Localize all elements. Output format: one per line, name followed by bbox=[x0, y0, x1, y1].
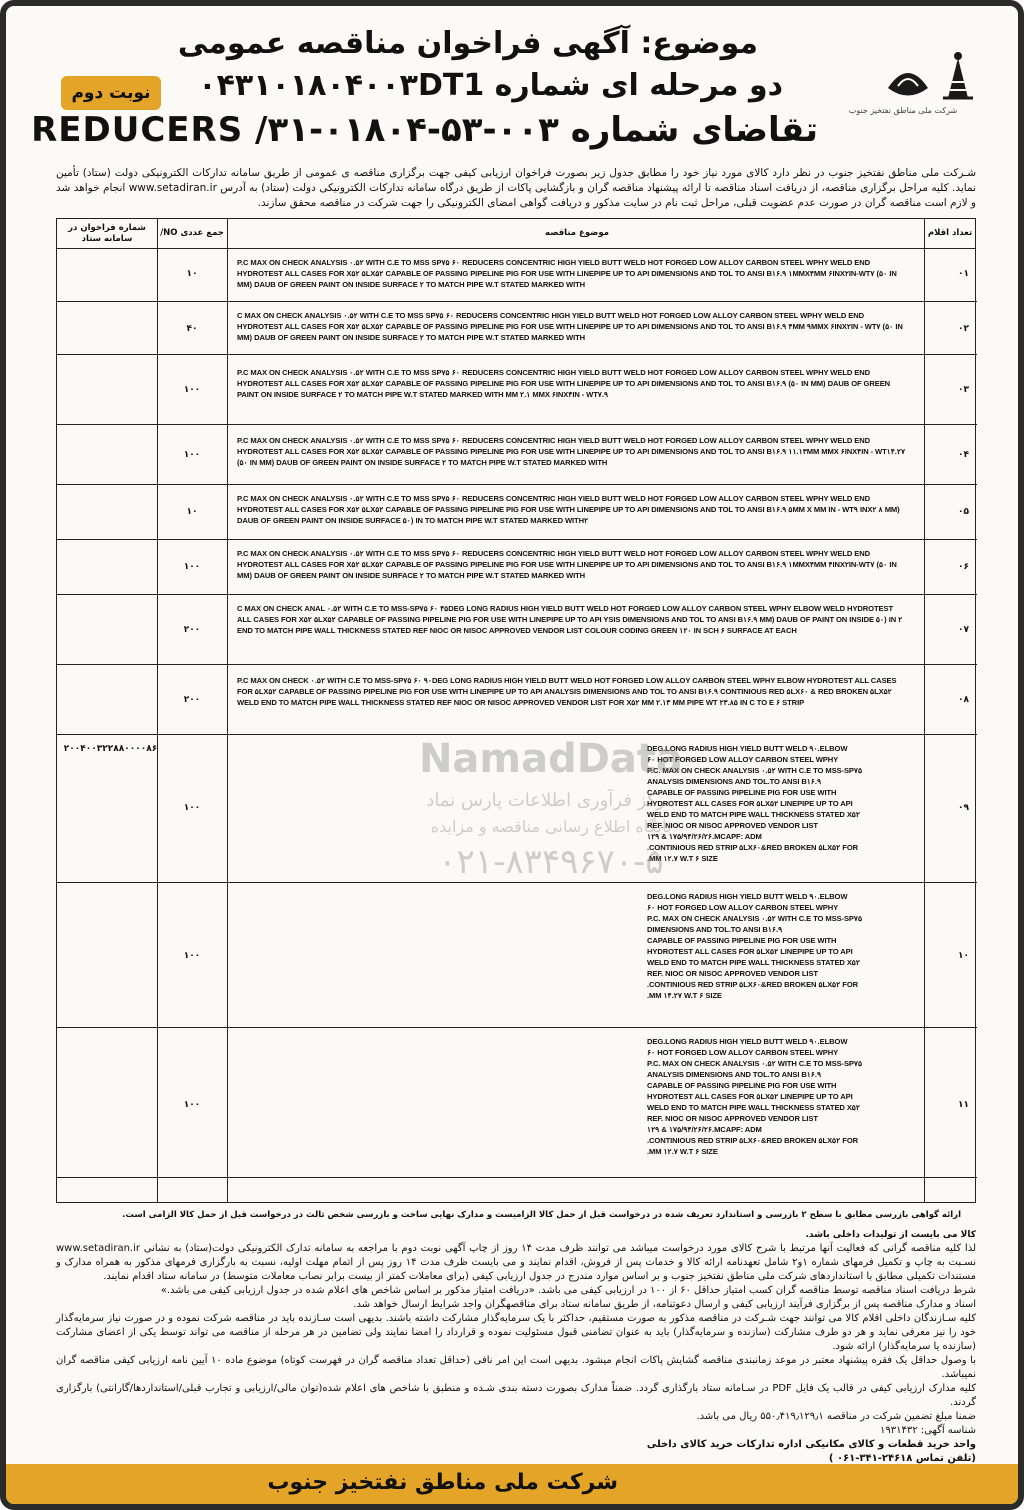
table-row bbox=[57, 883, 977, 1028]
row-description: P.C MAX ON CHECK ANALYSIS ۰.۵۲ WITH C.E TO MSS SP۷۵ ۶۰ REDUCERS CONCENTRIC HIGH YIELD BUTT WELD HOT FORGED LOW ALLOY CARBON STEEL WPHY WELD END HYDROTEST ALL CASES FOR X۵۲ ۵LX۵۲ CAPABLE OF PASSING PIPELINE PIG FOR USE WITH LINEPIPE UP TO API DIMENSIONS AND TOL TO ANSI B۱۶.۹ (۵۰ IN MM) DAUB OF GREEN PAINT ON INSIDE SURFACE ۲ TO MATCH PIPE W.T STATED MARKED WITH MM ۲.۱ MMX ۶INX۴IN - WT۷.۹ bbox=[237, 368, 891, 399]
table-row bbox=[57, 1028, 977, 1178]
row-number: ۰۱ bbox=[958, 269, 969, 279]
watermark-line2: پایگاه اطلاع رسانی مناقصه و مزایده bbox=[430, 817, 672, 836]
intro-paragraph: شـرکت ملی مناطق نفتخیز جنوب در نظر دارد کالای مورد نیاز خود را مطابق جدول زیر بصورت فراخوان ارزیابی کیفی جهت برگزاری مناقصه ی عمومی از طریق سامانه تدارکات الکترونیکی دولت (ستاد) تأمین نماید. کلیه مراحل برگزاری مناقصه، از دریافت اسناد مناقصه تا ارائه پیشنهاد مناقصه گران و بازگشایی پاکات از طریق درگاه سامانه تدارکات الکترونیکی دولت (ستاد) به آدرس www.setadiran.ir انجام خواهد شد و لازم است مناقصه گران در صورت عدم عضویت قبلی، مراحل ثبت نام در سایت مذکور و دریافت گواهی امضای الکترونیکی را جهت شرکت در مناقصه محقق سازند. bbox=[56, 167, 976, 209]
paragraph-5: با وصول حداقل یک فقره پیشنهاد معتبر در موعد زمانبندی مناقصه گشایش پاکات انجام میشود. بدیهی است این امر نافی (حداقل تعداد مناقصه گران در فهرست کوتاه) موضوع ماده ۱۰ آیین نامه ارزیابی کیفی مناقصه گران نمیباشد. bbox=[56, 1355, 976, 1380]
title-line-2: دو مرحله ای شماره ۰۴۳۱۰۱۸۰۴۰۰۳DT1 bbox=[198, 68, 783, 103]
row-qty: ۱۰۰ bbox=[183, 1100, 201, 1110]
notice-id: شناسه آگهی: ۱۹۳۱۴۳۲ bbox=[879, 1425, 976, 1436]
watermark-line1: مرکز فرآوری اطلاعات پارس نماد bbox=[426, 790, 676, 811]
row-qty: ۱۰۰ bbox=[183, 951, 201, 961]
row-qty: ۴۰ bbox=[186, 324, 198, 334]
row-description: C MAX ON CHECK ANAL ۰.۵۲ WITH C.E TO MSS-SP۷۵ ۶۰ ۴۵DEG LONG RADIUS HIGH YIELD BUTT WELD HOT FORGED LOW ALLOY CARBON STEEL WPHY ELBOW WELD HYDROTEST ALL CASES FOR X۵۲ ۵LX۵۲ CAPABLE OF PASSING PIPELINE PIG FOR USE WITH LINEPIPE UP TO API YSIS DIMENSIONS AND TOL TO ANSI B۱۶.۹ MM) DAUB OF PAINT ON INSIDE ۵۰) IN ۲ END TO MATCH PIPE WALL THICKNESS STATED REF NIOC OR NISOC APPROVED VENDOR LIST COLOUR CODING GREEN ۱۲۰ IN SCH ۶ SURFACE AT EACH bbox=[237, 604, 903, 635]
row-number: ۰۸ bbox=[958, 695, 969, 705]
paragraph-1: لذا کلیه مناقصه گرانی که فعالیت آنها مرتبط با شرح کالای مورد درخواست میباشد می توانند ظرف مدت ۱۴ روز از چاپ آگهی نوبت دوم با مراجعه به سامانه تدارک الکترونیکی دولت(ستاد) به نشانی www.setadiran.ir نسـبت به چاپ و تکمیل فرمهای شماره ۱و۲ شامل تعهدنامه ارائه کالا و خدمات پس از فروش، اقدام نمایند و می بایست ظرف مدت ۱۴ روز پس از اتمام مهلت اولیه، نسبت به بارگزاری فرمهای مذکور به همراه مدارک و مستندات تکمیلی مطابق با استانداردهای شرکت ملی مناطق نفتخیز جنوب و بر اساس موارد مندرج در جدول ارزیابی کیفی (برای معاملات کمتر از بیست برابر نصاب معاملات متوسط) در سامانه ستاد اقدام نمایند. bbox=[56, 1243, 976, 1282]
row-description: P.C MAX ON CHECK ANALYSIS ۰.۵۲ WITH C.E TO MSS SP۷۵ ۶۰ REDUCERS CONCENTRIC HIGH YIELD BUTT WELD HOT FORGED LOW ALLOY CARBON STEEL WPHY WELD END HYDROTEST ALL CASES FOR X۵۲ ۵LX۵۲ CAPABLE OF PASSING PIPELINE PIG FOR USE WITH LINEPIPE UP TO API DIMENSIONS AND TOL TO ANSI B۱۶.۹ ۱MMX۴MM ۶INX۲IN-WT۷ (۵۰ IN MM) DAUB OF GREEN PAINT ON INSIDE SURFACE ۲ TO MATCH PIPE W.T STATED MARKED WITH bbox=[237, 258, 897, 289]
row-number: ۰۳ bbox=[958, 385, 969, 395]
row-qty: ۱۰۰ bbox=[183, 450, 201, 460]
table-row bbox=[57, 735, 977, 883]
footer-company: شرکت ملی مناطق نفتخیز جنوب bbox=[267, 1470, 618, 1495]
table-row bbox=[57, 355, 977, 425]
domestic-note: کالا می بایست از تولیدات داخلی باشد. bbox=[805, 1230, 976, 1240]
table-row bbox=[57, 540, 977, 595]
table-row bbox=[57, 485, 977, 540]
table-note-inspection: ارائه گواهی بازرسی مطابق با سطح ۲ بازرسی و استاندارد تعریف شده در درخواست قبل از حمل کالا الزامیست و مدارک نهایی ساخت و بازرسی شخص ثالث در درخواست قبل از حمل کالا الزامی است. bbox=[122, 1210, 961, 1220]
header-ref: شماره فراخوان در سامانه ستاد bbox=[57, 219, 157, 249]
watermark-brand: NamadData bbox=[418, 736, 684, 782]
ref-number: ۲۰۰۴۰۰۳۲۲۸۸۰۰۰۰۸۶ bbox=[63, 744, 158, 754]
header-subject: موضوع مناقصه bbox=[227, 219, 927, 249]
body-text bbox=[56, 1228, 976, 1466]
guarantee-amount: ضمنا مبلغ تضمین شرکت در مناقصه ۵۵۰٫۴۱۹٫۱۲۹٫۱ ریال می باشد. bbox=[696, 1411, 976, 1422]
issuing-unit: واحد خرید قطعات و کالای مکانیکی اداره تدارکات خرید کالای داخلی bbox=[646, 1439, 976, 1450]
row-number: ۱۰ bbox=[958, 951, 969, 961]
row-number: ۰۹ bbox=[958, 803, 969, 813]
header bbox=[6, 6, 1018, 166]
row-description: C MAX ON CHECK ANALYSIS ۰.۵۲ WITH C.E TO MSS SP۷۵ ۶۰ REDUCERS CONCENTRIC HIGH YIELD BUTT WELD HOT FORGED LOW ALLOY CARBON STEEL WPHY WELD END HYDROTEST ALL CASES FOR X۵۲ ۵LX۵۲ CAPABLE OF PASSING PIPELINE PIG FOR USE WITH LINEPIPE UP TO API DIMENSIONS AND TOL TO ANSI B۱۶.۹ ۴MM ۹MMX ۶INX۲IN - WT۷ (۵۰ IN MM) DAUB OF GREEN PAINT ON INSIDE SURFACE ۲ TO MATCH PIPE W.T STATED MARKED WITH bbox=[237, 311, 903, 342]
footer-bar bbox=[6, 1464, 1018, 1504]
row-number: ۰۵ bbox=[958, 507, 969, 517]
table-row bbox=[57, 595, 977, 665]
row-description: P.C MAX ON CHECK ANALYSIS ۰.۵۲ WITH C.E TO MSS SP۷۵ ۶۰ REDUCERS CONCENTRIC HIGH YIELD BUTT WELD HOT FORGED LOW ALLOY CARBON STEEL WPHY WELD END HYDROTEST ALL CASES FOR X۵۲ ۵LX۵۲ CAPABLE OF PASSING PIPELINE PIG FOR USE WITH LINEPIPE UP TO API DIMENSIONS AND TOL TO ANSI B۱۶.۹ ۱۱.۱۳MM MMX ۶INX۴IN - WT۱۴.۲۷ (۵۰ IN MM) DAUB OF GREEN PAINT ON INSIDE SURFACE ۲ TO MATCH PIPE W.T STATED MARKED WITH bbox=[237, 436, 906, 467]
table-row bbox=[57, 665, 977, 735]
row-qty: ۱۰ bbox=[186, 269, 198, 279]
row-qty: ۱۰۰ bbox=[183, 562, 201, 572]
row-qty: ۱۰۰ bbox=[183, 385, 201, 395]
row-qty: ۱۰۰ bbox=[183, 803, 201, 813]
title-line-1: موضوع: آگهی فراخوان مناقصه عمومی bbox=[177, 26, 758, 61]
logo-caption: شرکت ملی مناطق نفتخیز جنوب bbox=[848, 106, 958, 115]
paragraph-4: کلیه سـازندگان داخلی اقلام کالا می توانند جهت شـرکت در مناقصه مذکور به صورت مستقیم، حداکثر با یک سرمایه‌گذار مشارکت داشته باشند. بدیهی است سـازنده باید در مناقصه شرکت نموده و در صورت نیاز سرمایه‌گذار خود را نیز معرفی نماید و هر دو طرف مشارکت (سازنده و سرمایه‌گذار) باید به عنوان تضامنی قبول مسئولیت نموده و قرارداد را امضا نمایند ولی تضامین در هر مرحله از مناقصه می تواند توسط یکی از اعضای مشارکت (سازنده یا سرمایه‌گذار) ارائه شود. bbox=[56, 1313, 976, 1352]
row-description: DEG.LONG RADIUS HIGH YIELD BUTT WELD ۹۰.ELBOW ۶۰ HOT FORGED LOW ALLOY CARBON STEEL WPHY P.C. MAX ON CHECK ANALYSIS ۰.۵۲ WITH C.E TO MSS-SP۷۵ DIMENSIONS AND TOL.TO ANSI B۱۶.۹ CAPABLE OF PASSING PIPELINE PIG FOR USE WITH HYDROTEST ALL CASES FOR ۵LX۵۲ LINEPIPE UP TO API WELD END TO MATCH PIPE WALL THICKNESS STATED X۵۲ REF. NIOC OR NISOC APPROVED VENDOR LIST .CONTINIOUS RED STRIP ۵LX۶۰&RED BROKEN ۵LX۵۲ FOR .MM ۱۴.۲۷ W.T ۶ SIZE bbox=[647, 892, 863, 1000]
items-table bbox=[56, 218, 976, 1203]
row-number: ۰۷ bbox=[958, 625, 969, 635]
header-item-no: تعداد اقلام bbox=[925, 219, 975, 249]
turn-badge: نوبت دوم bbox=[61, 76, 161, 110]
row-description: P.C MAX ON CHECK ANALYSIS ۰.۵۲ WITH C.E TO MSS SP۷۵ ۶۰ REDUCERS CONCENTRIC HIGH YIELD BUTT WELD HOT FORGED LOW ALLOY CARBON STEEL WPHY WELD END HYDROTEST ALL CASES FOR X۵۲ ۵LX۵۲ CAPABLE OF PASSING PIPELINE PIG FOR USE WITH LINEPIPE UP TO API DIMENSIONS AND TOL TO ANSI B۱۶.۹ ۵MM X MM IN - WT۹ INX۲ ۸ MM) DAUB OF GREEN PAINT ON INSIDE SURFACE ۵۰) IN TO MATCH PIPE W.T STATED MARKED WITH۲ bbox=[237, 494, 900, 525]
title-line-3: تقاضای شماره ۰۰۳-۵۳-۰۱۸۰۴-۳۱/ REDUCERS bbox=[31, 110, 818, 150]
watermark-phone: ۰۲۱-۸۳۴۹۶۷۰-۵ bbox=[438, 842, 664, 882]
row-qty: ۲۰۰ bbox=[183, 625, 201, 635]
row-qty: ۱۰ bbox=[186, 507, 198, 517]
row-description: DEG.LONG RADIUS HIGH YIELD BUTT WELD ۹۰.ELBOW ۶۰ HOT FORGED LOW ALLOY CARBON STEEL WPHY P.C. MAX ON CHECK ANALYSIS ۰.۵۲ WITH C.E TO MSS-SP۷۵ ANALYSIS DIMENSIONS AND TOL.TO ANSI B۱۶.۹ CAPABLE OF PASSING PIPELINE PIG FOR USE WITH HYDROTEST ALL CASES FOR ۵LX۵۲ LINEPIPE UP TO API WELD END TO MATCH PIPE WALL THICKNESS STATED X۵۲ REF. NIOC OR NISOC APPROVED VENDOR LIST ۱۲۹ & ۱۷۵/۹۴/۲۶/۲۶.MCAPF: ADM .CONTINIOUS RED STRIP ۵LX۶۰&RED BROKEN ۵LX۵۲ FOR .MM ۱۲.۷ W.T ۶ SIZE bbox=[647, 1037, 863, 1156]
contact-phone: (تلفن تماس ۲۴۶۱۸-۳۴۱-۰۶۱ ) bbox=[828, 1453, 976, 1464]
row-number: ۰۴ bbox=[958, 450, 969, 460]
table-row bbox=[57, 302, 977, 355]
table-row bbox=[57, 425, 977, 485]
row-number: ۱۱ bbox=[958, 1100, 969, 1110]
paragraph-6: کلیه مدارک ارزیابی کیفی در قالب یک فایل PDF در سـامانه ستاد بارگذاری گردد. ضمناً مدارک بصورت دسته بندی شـده و منطبق با شاخص های اعلام شده(توان مالی/ارزیابی و تجارب قبلی/استانداردها/گارانتی) بارگزاری گردند. bbox=[56, 1383, 976, 1408]
paragraph-2: شرط دریافت اسناد مناقصه توسط مناقصه گران کسب امتیاز حداقل ۶۰ از ۱۰۰ در ارزیابی کیفی می باشد. «دریافت امتیاز مذکور بر اساس شاخص های اعلام شده در جدول ارزیابی کیفی می باشد.» bbox=[160, 1285, 976, 1296]
header-qty: جمع عددی NO/ bbox=[157, 219, 227, 249]
row-description: P.C MAX ON CHECK ۰.۵۲ WITH C.E TO MSS-SP۷۵ ۶۰ ۹۰DEG LONG RADIUS HIGH YIELD BUTT WELD HOT FORGED LOW ALLOY CARBON STEEL WPHY ELBOW HYDROTEST ALL CASES FOR ۵LX۵۲ CAPABLE OF PASSING PIPELINE PIG FOR USE WITH LINEPIPE UP TO API ANALYSIS DIMENSIONS AND TOL TO ANSI B۱۶.۹ CONTINIOUS RED ۵LX۶۰ & RED BROKEN ۵LX۵۲ WELD END TO MATCH PIPE WALL THICKNESS STATED REF NIOC OR NISOC APPROVED VENDOR LIST FOR X۵۲ MM ۲.۱۳ MM PIPE WT ۲۳.۸۵ IN C TO E ۶ STRIP bbox=[237, 676, 897, 707]
row-qty: ۲۰۰ bbox=[183, 695, 201, 705]
row-description: DEG.LONG RADIUS HIGH YIELD BUTT WELD ۹۰.ELBOW ۶۰ HOT FORGED LOW ALLOY CARBON STEEL WPHY P.C. MAX ON CHECK ANALYSIS ۰.۵۲ WITH C.E TO MSS-SP۷۵ ANALYSIS DIMENSIONS AND TOL.TO ANSI B۱۶.۹ CAPABLE OF PASSING PIPELINE PIG FOR USE WITH HYDROTEST ALL CASES FOR ۵LX۵۲ LINEPIPE UP TO API WELD END TO MATCH PIPE WALL THICKNESS STATED X۵۲ REF. NIOC OR NISOC APPROVED VENDOR LIST ۱۲۹ & ۱۷۵/۹۴/۲۶/۲۶.MCAPF: ADM .CONTINIOUS RED STRIP ۵LX۶۰&RED BROKEN ۵LX۵۲ FOR .MM ۱۲.۷ W.T ۶ SIZE bbox=[647, 744, 863, 863]
row-description: P.C MAX ON CHECK ANALYSIS ۰.۵۲ WITH C.E TO MSS SP۷۵ ۶۰ REDUCERS CONCENTRIC HIGH YIELD BUTT WELD HOT FORGED LOW ALLOY CARBON STEEL WPHY WELD END HYDROTEST ALL CASES FOR X۵۲ ۵LX۵۲ CAPABLE OF PASSING PIPELINE PIG FOR USE WITH LINEPIPE UP TO API DIMENSIONS AND TOL TO ANSI B۱۶.۹ ۱MMX۴MM ۴INX۲IN-WT۷ (۵۰ IN MM) DAUB OF GREEN PAINT ON INSIDE SURFACE ۲ TO MATCH PIPE W.T STATED MARKED WITH bbox=[237, 549, 897, 580]
table-row bbox=[57, 249, 977, 302]
paragraph-3: اسناد و مدارک مناقصه پس از برگزاری فرآیند ارزیابی کیفی و ارسال دعوتنامه، از طریق سامانه ستاد برای مناقصهگران واجد شرایط ارسال خواهد شد. bbox=[353, 1299, 976, 1310]
nioc-logo-icon bbox=[828, 48, 978, 148]
row-number: ۰۶ bbox=[958, 562, 969, 572]
row-number: ۰۲ bbox=[958, 324, 969, 334]
